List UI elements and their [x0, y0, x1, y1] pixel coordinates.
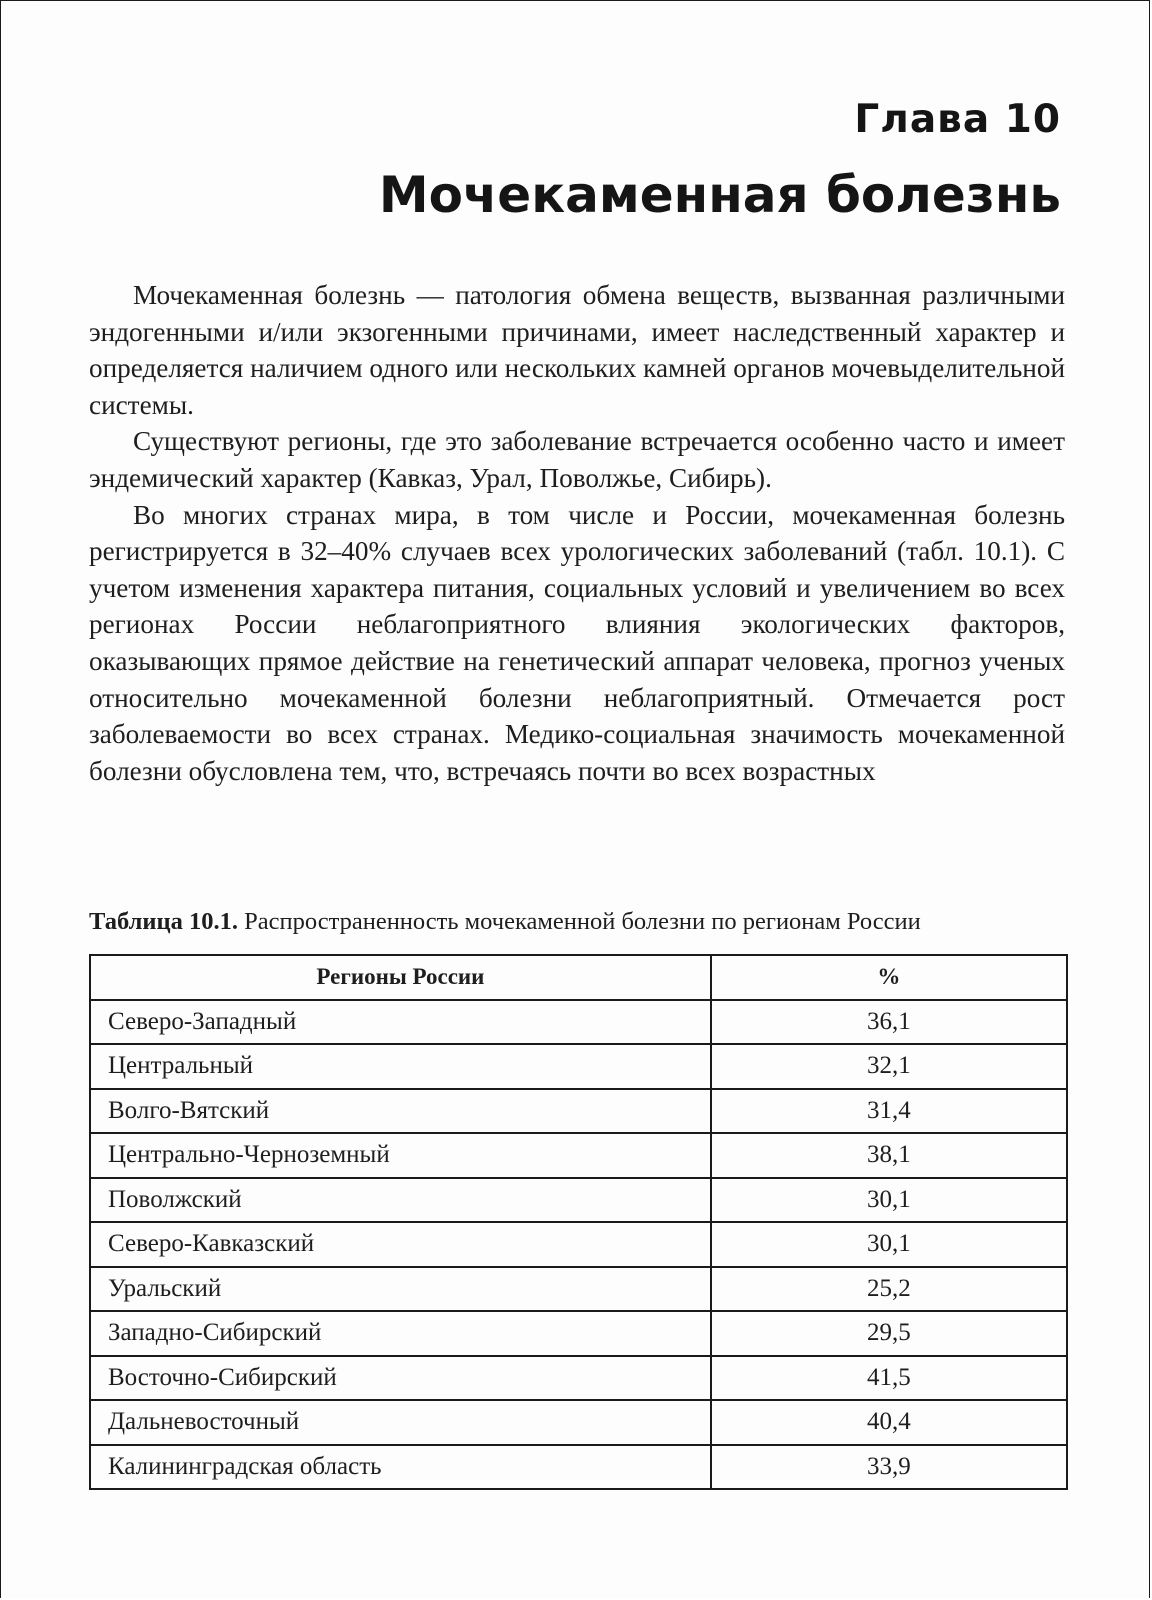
table-caption-text: Распространенность мочекаменной болезни по регионам России	[237, 908, 921, 935]
table-row	[90, 1356, 1067, 1401]
percent-cell: 31,4	[711, 1089, 1067, 1134]
table-row	[90, 1178, 1067, 1223]
percent-cell: 36,1	[711, 1000, 1067, 1045]
body-text	[89, 277, 1065, 789]
paragraph-definition: Мочекаменная болезнь — патология обмена веществ, вызванная различными эндогенными и/или экзогенными причинами, имеет наследственный характер и определяется наличием одного или нескольких камней органов мочевыделительной системы.	[89, 280, 1065, 420]
percent-cell: 38,1	[711, 1133, 1067, 1178]
chapter-title: Мочекаменная болезнь	[378, 166, 1061, 224]
table-row	[90, 1044, 1067, 1089]
table-row	[90, 1445, 1067, 1490]
region-cell: Калининградская область	[90, 1445, 711, 1490]
percent-cell: 25,2	[711, 1267, 1067, 1312]
paragraph-regions: Существуют регионы, где это заболевание встречается особенно часто и имеет эндемический характер (Кавказ, Урал, Поволжье, Сибирь).	[89, 426, 1065, 493]
region-cell: Центральный	[90, 1044, 711, 1089]
region-cell: Западно-Сибирский	[90, 1311, 711, 1356]
header-percent: %	[711, 955, 1067, 1000]
table-row	[90, 1267, 1067, 1312]
table-row	[90, 1311, 1067, 1356]
region-cell: Центрально-Черноземный	[90, 1133, 711, 1178]
region-cell: Дальневосточный	[90, 1400, 711, 1445]
table-row	[90, 1133, 1067, 1178]
table-row	[90, 1400, 1067, 1445]
region-cell: Уральский	[90, 1267, 711, 1312]
table-header-row	[90, 955, 1067, 1000]
table-caption	[89, 907, 1065, 937]
percent-cell: 29,5	[711, 1311, 1067, 1356]
region-cell: Восточно-Сибирский	[90, 1356, 711, 1401]
table-row	[90, 1222, 1067, 1267]
percent-cell: 30,1	[711, 1178, 1067, 1223]
table-row	[90, 1089, 1067, 1134]
paragraph-prevalence: Во многих странах мира, в том числе и России, мочекаменная болезнь регистрируется в 32–40% случаев всех урологических заболеваний (табл. 10.1). С учетом изменения характера питания, социальных условий и увеличением во всех регионах России неблагоприятного влияния экологических факторов, оказывающих прямое действие на генетический аппарат человека, прогноз ученых относительно мочекаменной болезни неблагоприятный. Отмечается рост заболеваемости во всех странах. Медико-социальная значимость мочекаменной болезни обусловлена тем, что, встречаясь почти во всех возрастных	[89, 499, 1065, 786]
table-row	[90, 1000, 1067, 1045]
percent-cell: 40,4	[711, 1400, 1067, 1445]
percent-cell: 30,1	[711, 1222, 1067, 1267]
table-caption-label: Таблица 10.1.	[89, 908, 238, 935]
region-cell: Волго-Вятский	[90, 1089, 711, 1134]
chapter-number: Глава 10	[854, 97, 1061, 142]
percent-cell: 41,5	[711, 1356, 1067, 1401]
region-cell: Поволжский	[90, 1178, 711, 1223]
region-cell: Северо-Кавказский	[90, 1222, 711, 1267]
percent-cell: 33,9	[711, 1445, 1067, 1490]
region-cell: Северо-Западный	[90, 1000, 711, 1045]
percent-cell: 32,1	[711, 1044, 1067, 1089]
prevalence-table	[89, 954, 1068, 1490]
header-region: Регионы России	[90, 955, 711, 1000]
